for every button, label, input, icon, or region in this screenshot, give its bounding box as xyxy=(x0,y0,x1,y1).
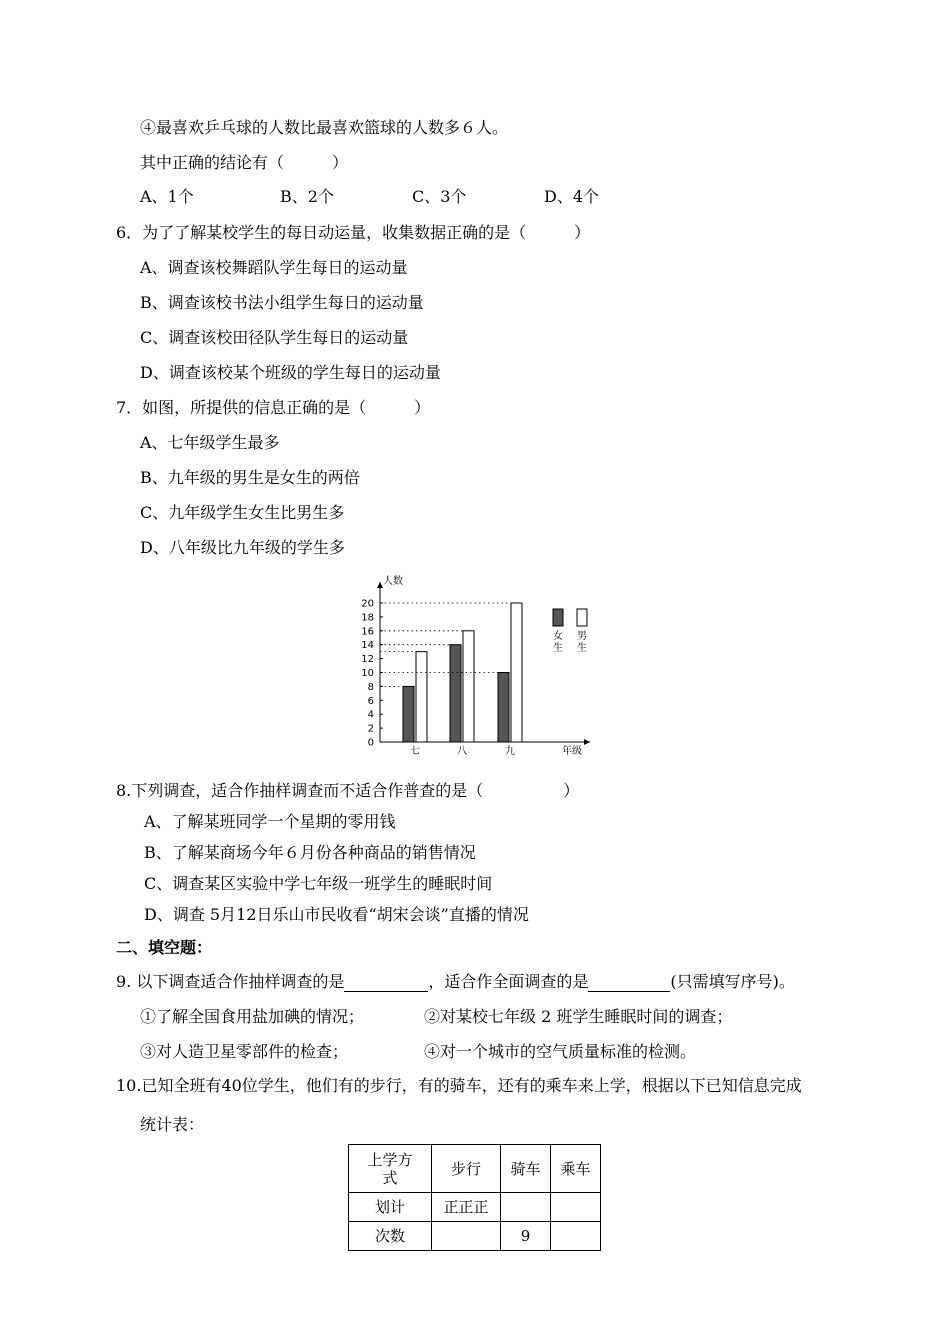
y-tick-label: 16 xyxy=(361,626,374,638)
q7-option-c: C、九年级学生女生比男生多 xyxy=(140,503,345,522)
q9-item-4: ④对一个城市的空气质量标准的检测。 xyxy=(424,1042,697,1061)
q5-option-d: D、4个 xyxy=(544,187,600,206)
table-cell: 划计 xyxy=(349,1193,432,1222)
q6-option-c: C、调查该校田径队学生每日的运动量 xyxy=(140,328,409,347)
q5-option-a: A、1个 xyxy=(140,187,194,206)
table-header-cell: 骑车 xyxy=(501,1145,551,1193)
q5-option-c: C、3个 xyxy=(412,187,467,206)
q7-option-a: A、七年级学生最多 xyxy=(140,433,280,452)
bar-female xyxy=(450,645,461,742)
legend-label: 生 xyxy=(577,643,587,654)
y-axis-label: 人数 xyxy=(383,576,403,587)
q5-option-b: B、2个 xyxy=(280,187,334,206)
q9-stem-part-a: 9. 以下调查适合作抽样调查的是 xyxy=(116,972,345,991)
table-row xyxy=(349,1222,601,1251)
q7-stem: 7．如图，所提供的信息正确的是（ ） xyxy=(116,398,431,417)
x-axis-arrow xyxy=(584,739,590,745)
statistics-table xyxy=(348,1144,601,1251)
y-tick-label: 8 xyxy=(367,681,374,693)
y-tick-label: 2 xyxy=(367,723,374,735)
q6-option-a: A、调查该校舞蹈队学生每日的运动量 xyxy=(140,258,408,277)
y-tick-label: 10 xyxy=(361,668,374,679)
q7-option-d: D、八年级比九年级的学生多 xyxy=(140,538,345,557)
y-tick-label: 6 xyxy=(367,695,374,707)
x-axis-label: 年级 xyxy=(562,746,582,757)
y-tick-label: 0 xyxy=(367,737,374,749)
bar-male xyxy=(416,652,427,742)
legend-swatch-male xyxy=(577,609,587,626)
y-tick-label: 12 xyxy=(361,654,374,666)
q7-option-b: B、九年级的男生是女生的两倍 xyxy=(140,468,360,487)
q8-option-a: A、了解某班同学一个星期的零用钱 xyxy=(144,812,396,831)
y-tick-label: 4 xyxy=(367,709,374,721)
bar-female xyxy=(403,686,414,742)
y-tick-label: 14 xyxy=(361,640,374,652)
table-row xyxy=(349,1193,601,1222)
q9-item-1: ①了解全国食用盐加碘的情况； xyxy=(140,1007,365,1026)
q5-item-4: ④最喜欢乒乓球的人数比最喜欢篮球的人数多６人。 xyxy=(140,118,509,137)
q6-option-d: D、调查该校某个班级的学生每日的运动量 xyxy=(140,363,441,382)
table-header-row xyxy=(349,1145,601,1193)
q9-stem-part-b: ，适合作全面调查的是 xyxy=(428,972,589,991)
q9-stem xyxy=(116,972,795,992)
x-tick-label: 七 xyxy=(410,746,420,757)
q5-stem: 其中正确的结论有（ ） xyxy=(140,153,349,172)
table-cell[interactable] xyxy=(551,1193,601,1222)
legend-label: 女 xyxy=(553,631,563,642)
table-cell: 次数 xyxy=(349,1222,432,1251)
table-header-cell: 乘车 xyxy=(551,1145,601,1193)
table-header-cell: 步行 xyxy=(432,1145,501,1193)
q9-stem-part-c: (只需填写序号)。 xyxy=(670,972,795,991)
q9-blank-sampling[interactable] xyxy=(344,975,428,992)
y-tick-label: 20 xyxy=(361,598,374,610)
table-cell[interactable] xyxy=(551,1222,601,1251)
q9-item-2: ②对某校七年级 2 班学生睡眠时间的调查； xyxy=(424,1007,733,1026)
grade-gender-bar-chart xyxy=(355,572,600,757)
q6-option-b: B、调查该校书法小组学生每日的运动量 xyxy=(140,293,424,312)
legend-label: 生 xyxy=(553,643,563,654)
section-title-fill-in: 二、填空题： xyxy=(116,938,213,957)
table-cell: 9 xyxy=(501,1222,551,1251)
table-cell[interactable] xyxy=(501,1193,551,1222)
table-cell: 正正正 xyxy=(432,1193,501,1222)
q8-option-d: D、调查 5月12日乐山市民收看“胡宋会谈”直播的情况 xyxy=(144,905,529,924)
q8-option-b: B、了解某商场今年６月份各种商品的销售情况 xyxy=(144,843,476,862)
bar-male xyxy=(463,631,474,742)
q10-stem-continued: 统计表： xyxy=(140,1115,205,1134)
legend-swatch-female xyxy=(553,609,563,626)
q8-option-c: C、调查某区实验中学七年级一班学生的睡眠时间 xyxy=(144,874,493,893)
legend-label: 男 xyxy=(577,631,587,642)
q9-item-3: ③对人造卫星零部件的检查； xyxy=(140,1042,349,1061)
bar-female xyxy=(498,673,509,743)
table-header-cell: 上学方式 xyxy=(349,1145,432,1193)
q6-stem: 6．为了了解某校学生的每日动运量，收集数据正确的是（ ） xyxy=(116,223,591,242)
x-tick-label: 九 xyxy=(505,746,515,757)
y-tick-label: 18 xyxy=(361,612,374,624)
q10-stem: 10.已知全班有40位学生，他们有的步行，有的骑车，还有的乘车来上学，根据以下已知信息完成 xyxy=(116,1076,802,1095)
x-tick-label: 八 xyxy=(457,746,467,757)
bar-male xyxy=(511,603,522,742)
q9-blank-census[interactable] xyxy=(588,975,670,992)
table-cell[interactable] xyxy=(432,1222,501,1251)
q8-stem: 8.下列调查，适合作抽样调查而不适合作普查的是（ ） xyxy=(116,781,580,800)
